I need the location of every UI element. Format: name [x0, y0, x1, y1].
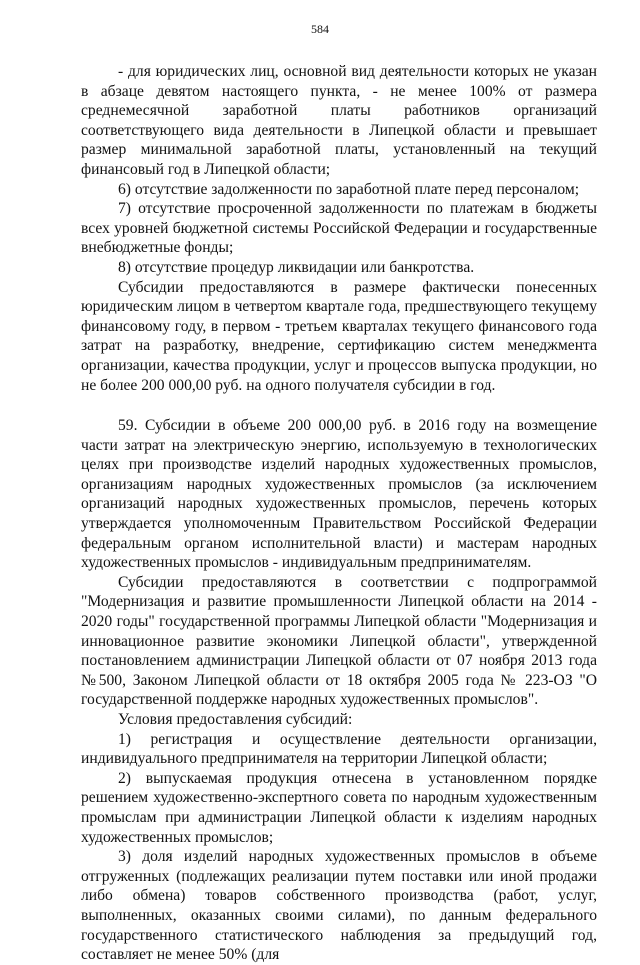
paragraph-condition-1: 1) регистрация и осуществление деятельности организации, индивидуального предпринимателя на территории Липецкой области;: [81, 730, 597, 768]
paragraph-condition-2: 2) выпускаемая продукция отнесена в установленном порядке решением художественно-экспертного совета по народным художественным промыслам при администрации Липецкой области к изделиям народных художественных промыслов;: [81, 769, 597, 846]
page-number: 584: [311, 22, 329, 36]
paragraph-condition-7: 7) отсутствие просроченной задолженности по платежам в бюджеты всех уровней бюджетной системы Российской Федерации и государственные внебюджетные фонды;: [81, 200, 597, 257]
paragraph-condition-8: 8) отсутствие процедур ликвидации или банкротства.: [118, 258, 475, 276]
paragraph-salary-condition: - для юридических лиц, основной вид деятельности которых не указан в абзаце девятом настоящего пункта, - не менее 100% от размера среднемесячной заработной платы работников организаций соответствующего вида деятельности в Липецкой области и превышает размер минимальной заработной платы, установленный на текущий финансовый год в Липецкой области;: [81, 63, 597, 178]
document-body: [81, 62, 597, 965]
paragraph-item-59: 59. Субсидии в объеме 200 000,00 руб. в 2016 году на возмещение части затрат на электрическую энергию, используемую в технологических целях при производстве изделий народных художественных промыслов, организациям народных художественных промыслов (за исключением организаций народных художественных промыслов, перечень которых утверждается уполномоченным Правительством Российской Федерации федеральным органом исполнительной власти) и мастерам народных художественных промыслов - индивидуальным предпринимателям.: [81, 417, 597, 572]
paragraph-conditions-heading: Условия предоставления субсидий:: [118, 711, 353, 728]
paragraph-subprogram: Субсидии предоставляются в соответствии с подпрограммой "Модернизация и развитие промышленности Липецкой области на 2014 - 2020 годы" государственной программы Липецкой области "Модернизация и инновационное развитие экономики Липецкой области", утвержденной постановлением администрации Липецкой области от 07 ноября 2013 года №500, Законом Липецкой области от 18 октября 2005 года № 223-ОЗ "О государственной поддержке народных художественных промыслов".: [81, 573, 597, 709]
paragraph-condition-6: 6) отсутствие задолженности по заработной плате перед персоналом;: [118, 180, 580, 198]
paragraph-condition-3: 3) доля изделий народных художественных промыслов в объеме отгруженных (подлежащих реализации путем поставки или иной продажи либо обмена) товаров собственного производства (работ, услуг, выполненных, оказанных своими силами), по данным федерального государственного статистического наблюдения за предыдущий год, составляет не менее 50% (для: [81, 848, 597, 964]
paragraph-subsidy-amount: Субсидии предоставляются в размере фактически понесенных юридическим лицом в четвертом квартале года, предшествующего текущему финансовому году, в первом - третьем кварталах текущего финансового года затрат на разработку, внедрение, сертификацию систем менеджмента организации, качества продукции, услуг и процессов выпуска продукции, но не более 200 000,00 руб. на одного получателя субсидии в год.: [81, 278, 597, 394]
